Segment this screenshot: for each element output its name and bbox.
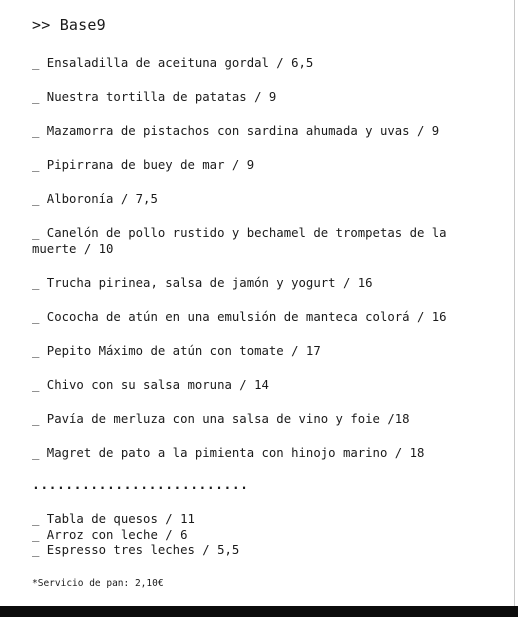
menu-item: _ Trucha pirinea, salsa de jamón y yogurt / 16 [32,276,373,290]
menu-item: _ Pipirrana de buey de mar / 9 [32,158,255,172]
menu-item: _ Chivo con su salsa moruna / 14 [32,378,269,392]
extra-item: _ Espresso tres leches / 5,5 [32,543,240,557]
menu-item: _ Ensaladilla de aceituna gordal / 6,5 [32,56,314,70]
extras-list [32,512,239,559]
menu-item: _ Canelón de pollo rustido y bechamel de trompetas de la muerte / 10 [32,226,447,256]
menu-item: _ Magret de pato a la pimienta con hinojo marino / 18 [32,446,425,460]
bread-service-note: *Servicio de pan: 2,10€ [32,578,164,589]
extra-item: _ Tabla de quesos / 11 [32,512,195,526]
menu-item: _ Nuestra tortilla de patatas / 9 [32,90,277,104]
menu-item: _ Cococha de atún en una emulsión de manteca colorá / 16 [32,310,447,324]
extra-item: _ Arroz con leche / 6 [32,527,188,542]
menu-item: _ Alboronía / 7,5 [32,192,158,206]
menu-item: _ Mazamorra de pistachos con sardina ahumada y uvas / 9 [32,124,440,138]
dotted-divider: .......................... [32,478,249,493]
menu-item: _ Pepito Máximo de atún con tomate / 17 [32,344,321,358]
menu-items-list [32,55,477,479]
page-edge-line [514,0,515,606]
bottom-bar [0,606,518,617]
menu-title: >> Base9 [32,16,106,34]
menu-item: _ Pavía de merluza con una salsa de vino y foie /18 [32,412,410,426]
